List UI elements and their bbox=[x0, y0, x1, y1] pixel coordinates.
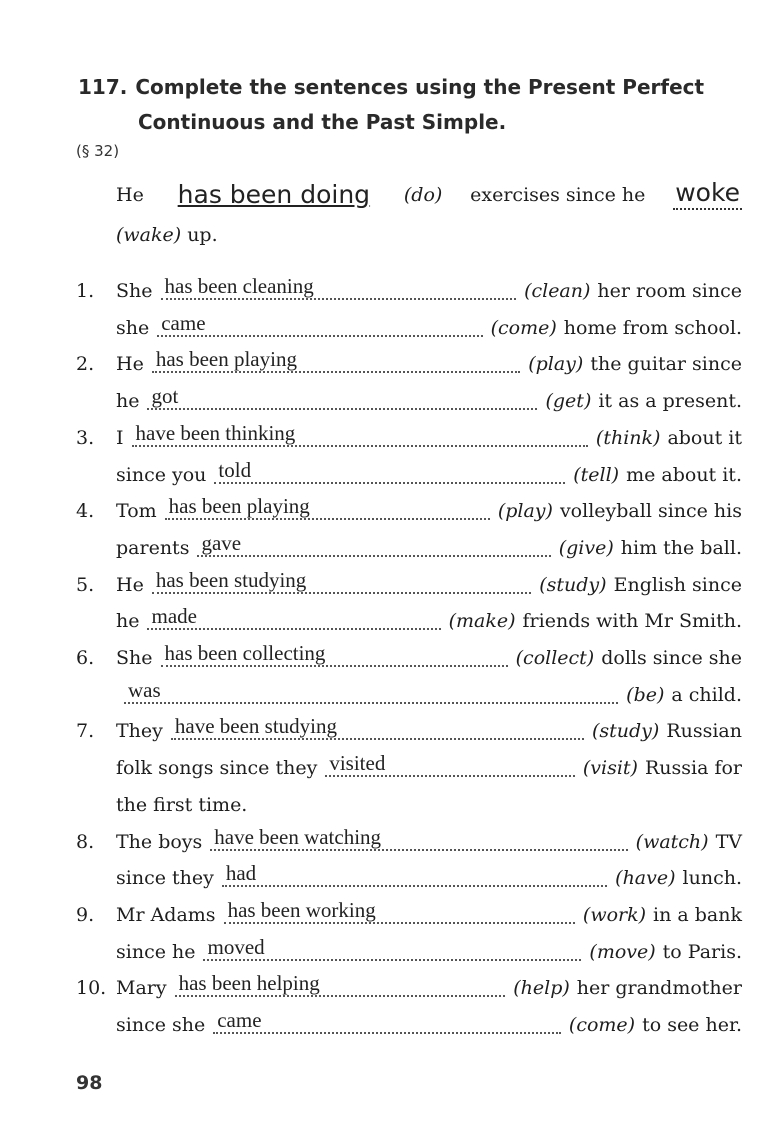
item-line-2 bbox=[116, 606, 742, 636]
answer-blank[interactable] bbox=[213, 1010, 561, 1034]
item-text-after: lunch. bbox=[682, 867, 742, 890]
verb-hint: (visit) bbox=[582, 757, 638, 780]
item-line-2 bbox=[116, 863, 742, 893]
handwritten-answer: came bbox=[217, 1008, 262, 1032]
handwritten-answer: have been thinking bbox=[135, 420, 296, 445]
exercise-title-line2: Continuous and the Past Simple. bbox=[138, 110, 507, 134]
item-line-1 bbox=[116, 420, 742, 453]
example-line-2 bbox=[116, 220, 742, 250]
example-answer-2: woke bbox=[673, 178, 742, 210]
item-text-after: friends with Mr Smith. bbox=[522, 610, 742, 633]
example-hint-2: (wake) bbox=[116, 224, 182, 246]
example-mid: exercises since he bbox=[470, 184, 646, 206]
item-line-2 bbox=[116, 530, 742, 563]
exercise-heading bbox=[78, 70, 758, 140]
verb-hint: (study) bbox=[591, 720, 660, 743]
example-post: up. bbox=[187, 224, 218, 246]
verb-hint: (come) bbox=[568, 1014, 636, 1036]
verb-hint: (give) bbox=[558, 536, 614, 559]
example-answer-1: has been doing bbox=[177, 180, 371, 209]
item-line-1 bbox=[116, 349, 742, 379]
verb-hint: (tell) bbox=[573, 463, 620, 486]
exercise-number: 117. bbox=[78, 75, 128, 99]
verb-hint: (help) bbox=[513, 977, 570, 1000]
answer-blank[interactable] bbox=[132, 420, 588, 447]
item-text-before: since she bbox=[116, 1014, 206, 1036]
item-number: 2. bbox=[76, 353, 95, 376]
item-number: 9. bbox=[76, 903, 95, 926]
verb-hint: (be) bbox=[626, 683, 665, 706]
answer-blank[interactable] bbox=[224, 897, 575, 924]
item-line-2 bbox=[116, 934, 742, 967]
example-line-1 bbox=[116, 180, 742, 210]
item-text-before: The boys bbox=[116, 830, 203, 853]
item-text-after: about it bbox=[667, 426, 742, 449]
item-line-2 bbox=[116, 1010, 742, 1040]
item-text-before: I bbox=[116, 426, 124, 449]
item-text-after: her room since bbox=[597, 280, 742, 302]
item-text-after: her grandmother bbox=[576, 977, 742, 1000]
item-text-before: Mary bbox=[116, 977, 167, 1000]
verb-hint: (work) bbox=[582, 903, 647, 926]
item-text-before: folk songs since they bbox=[116, 757, 318, 780]
answer-blank[interactable] bbox=[197, 530, 550, 557]
verb-hint: (come) bbox=[490, 316, 557, 339]
handwritten-answer: have been watching bbox=[214, 824, 382, 849]
verb-hint: (have) bbox=[615, 867, 676, 890]
handwritten-answer: got bbox=[151, 384, 179, 409]
item-number: 1. bbox=[76, 280, 95, 302]
item-text-before: he bbox=[116, 610, 140, 633]
verb-hint: (watch) bbox=[635, 830, 709, 853]
item-text-after: me about it. bbox=[626, 463, 742, 486]
item-line-1 bbox=[116, 897, 742, 930]
item-text-after: TV bbox=[715, 830, 742, 853]
handwritten-answer: had bbox=[225, 861, 257, 886]
item-text-before: They bbox=[116, 720, 163, 743]
verb-hint: (clean) bbox=[524, 280, 591, 302]
item-line-1 bbox=[116, 973, 742, 1003]
answer-blank[interactable] bbox=[214, 457, 565, 484]
item-text-before: she bbox=[116, 316, 150, 339]
item-text-after: a child. bbox=[671, 683, 742, 706]
item-text-after: in a bank bbox=[653, 903, 742, 926]
verb-hint: (play) bbox=[497, 500, 553, 523]
answer-blank[interactable] bbox=[175, 973, 506, 997]
item-line-1 bbox=[116, 276, 742, 306]
item-line-1 bbox=[116, 643, 742, 673]
item-line-1 bbox=[116, 824, 742, 857]
example-hint-1: (do) bbox=[403, 184, 443, 206]
item-text-after: dolls since she bbox=[601, 647, 742, 669]
handwritten-answer: told bbox=[218, 457, 252, 482]
answer-blank[interactable] bbox=[165, 496, 490, 520]
answer-blank[interactable] bbox=[325, 753, 575, 777]
verb-hint: (make) bbox=[448, 610, 516, 633]
answer-blank[interactable] bbox=[152, 349, 520, 373]
grammar-reference: (§ 32) bbox=[76, 142, 120, 160]
item-number: 4. bbox=[76, 500, 95, 523]
answer-blank[interactable] bbox=[222, 863, 607, 887]
item-text-after: the guitar since bbox=[590, 353, 742, 376]
item-text-before: since they bbox=[116, 867, 214, 890]
answer-blank[interactable] bbox=[203, 934, 581, 961]
verb-hint: (move) bbox=[589, 940, 656, 963]
item-text-before: parents bbox=[116, 536, 190, 559]
item-text-before: since he bbox=[116, 940, 196, 963]
item-number: 10. bbox=[76, 977, 107, 1000]
item-text-before: Tom bbox=[116, 500, 157, 523]
item-line-3 bbox=[116, 790, 742, 820]
answer-blank[interactable] bbox=[161, 276, 517, 300]
answer-blank[interactable] bbox=[124, 677, 618, 704]
answer-blank[interactable] bbox=[161, 643, 508, 667]
item-text-before: he bbox=[116, 390, 140, 413]
item-text-after: him the ball. bbox=[620, 536, 742, 559]
handwritten-answer: came bbox=[161, 310, 206, 335]
page-number: 98 bbox=[76, 1072, 103, 1094]
handwritten-answer: have been studying bbox=[174, 714, 338, 739]
handwritten-answer: has been working bbox=[227, 897, 376, 922]
item-number: 3. bbox=[76, 426, 95, 449]
item-text-before: Mr Adams bbox=[116, 903, 216, 926]
handwritten-answer: has been cleaning bbox=[164, 274, 314, 298]
item-text-after: volleyball since his bbox=[559, 500, 742, 523]
handwritten-answer: has been collecting bbox=[164, 641, 326, 665]
item-line-3-text: the first time. bbox=[116, 793, 248, 816]
handwritten-answer: was bbox=[128, 677, 161, 702]
item-number: 8. bbox=[76, 830, 95, 853]
item-line-1 bbox=[116, 496, 742, 526]
item-text-after: Russia for bbox=[644, 757, 742, 780]
verb-hint: (collect) bbox=[515, 647, 595, 669]
answer-blank[interactable] bbox=[210, 824, 627, 851]
verb-hint: (think) bbox=[595, 426, 661, 449]
item-number: 7. bbox=[76, 720, 95, 743]
item-text-after: Russian bbox=[666, 720, 742, 743]
item-text-before: He bbox=[116, 353, 144, 376]
item-text-after: home from school. bbox=[563, 316, 742, 339]
handwritten-answer: has been studying bbox=[155, 567, 307, 592]
handwritten-answer: visited bbox=[329, 751, 386, 776]
item-line-2 bbox=[116, 457, 742, 490]
answer-blank[interactable] bbox=[157, 310, 482, 337]
answer-blank[interactable] bbox=[147, 386, 537, 410]
item-line-2 bbox=[116, 310, 742, 343]
item-text-after: to see her. bbox=[642, 1014, 742, 1036]
handwritten-answer: made bbox=[151, 604, 197, 629]
verb-hint: (get) bbox=[545, 390, 592, 413]
answer-blank[interactable] bbox=[152, 567, 531, 594]
handwritten-answer: has been helping bbox=[178, 971, 320, 996]
item-text-after: English since bbox=[613, 573, 742, 596]
item-line-1 bbox=[116, 567, 742, 600]
item-line-2 bbox=[116, 386, 742, 416]
handwritten-answer: has been playing bbox=[168, 494, 310, 519]
example-pre: He bbox=[116, 184, 144, 206]
item-text-before: She bbox=[116, 280, 153, 302]
item-text-after: it as a present. bbox=[598, 390, 742, 413]
verb-hint: (study) bbox=[539, 573, 607, 596]
item-line-1 bbox=[116, 716, 742, 746]
item-text-before: He bbox=[116, 573, 144, 596]
handwritten-answer: has been playing bbox=[155, 347, 297, 372]
exercise-title-line1: Complete the sentences using the Present Perfect bbox=[135, 75, 705, 99]
handwritten-answer: moved bbox=[207, 934, 265, 959]
verb-hint: (play) bbox=[528, 353, 584, 376]
item-text-before: She bbox=[116, 647, 153, 669]
item-number: 5. bbox=[76, 573, 95, 596]
handwritten-answer: gave bbox=[201, 530, 242, 555]
item-text-before: since you bbox=[116, 463, 207, 486]
answer-blank[interactable] bbox=[171, 716, 584, 740]
item-text-after: to Paris. bbox=[662, 940, 742, 963]
answer-blank[interactable] bbox=[147, 606, 440, 630]
item-line-2 bbox=[116, 677, 742, 710]
item-number: 6. bbox=[76, 647, 95, 669]
item-line-2 bbox=[116, 753, 742, 783]
